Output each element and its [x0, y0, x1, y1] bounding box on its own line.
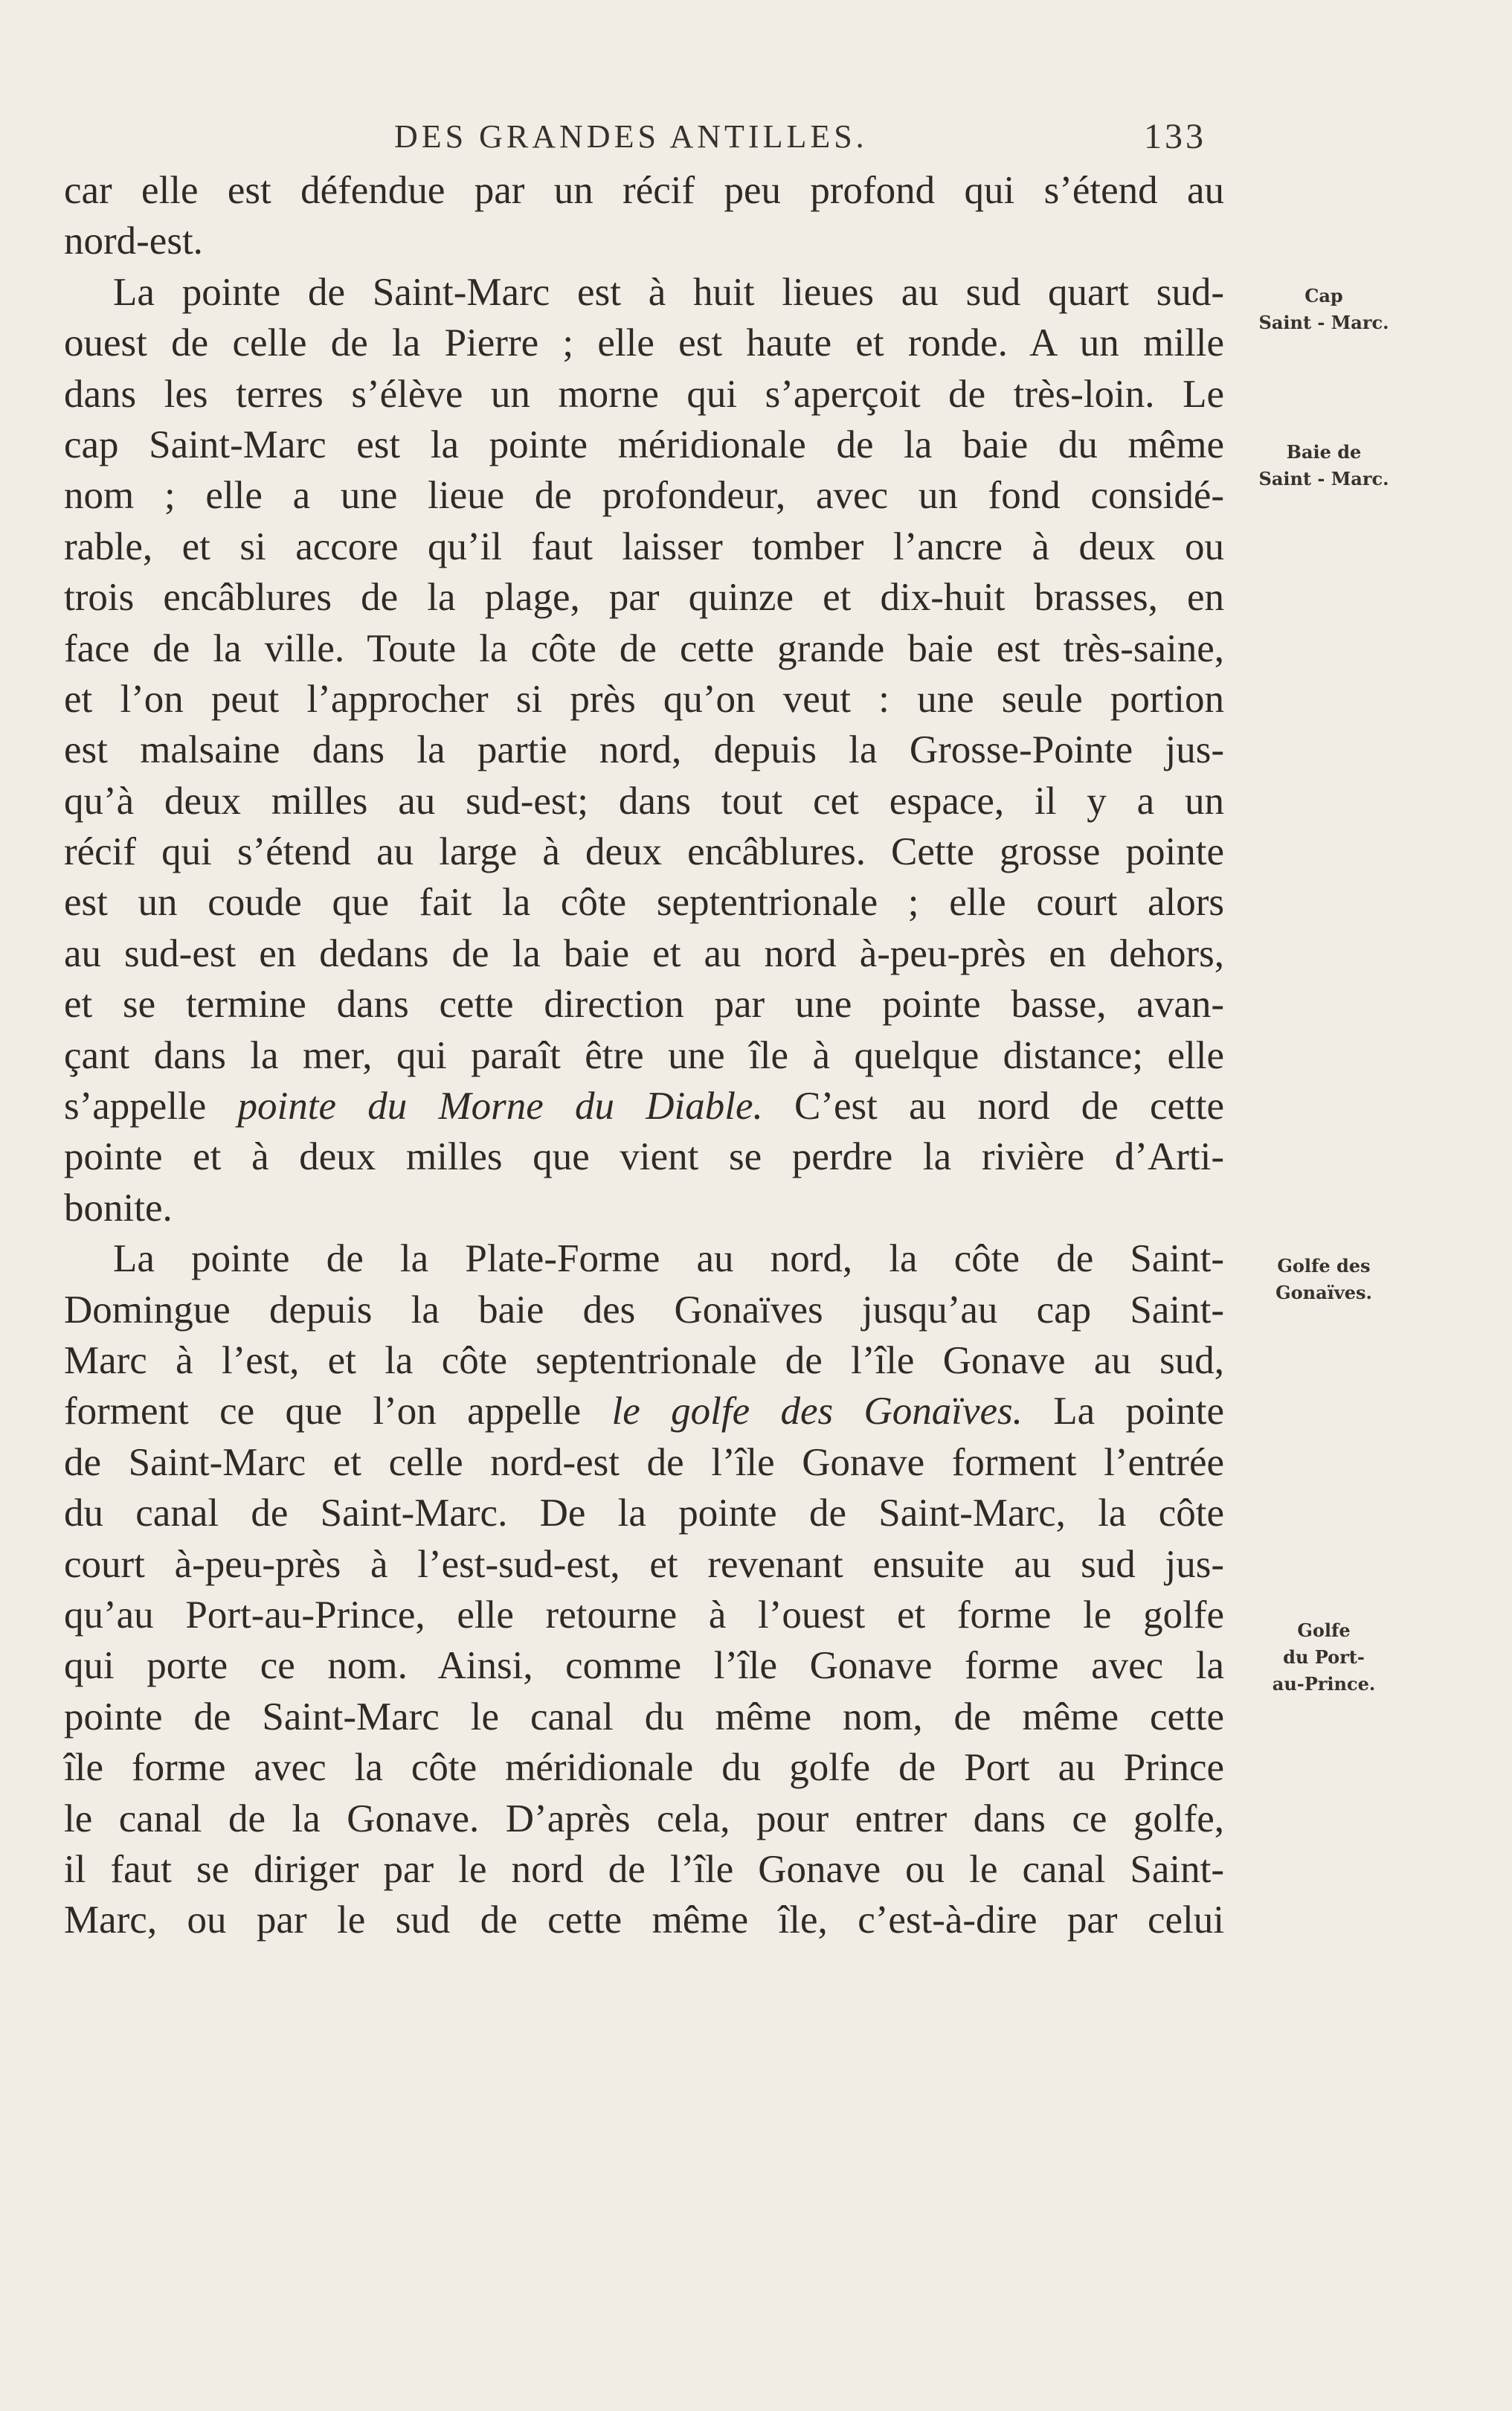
margin-note-line: du Port-: [1283, 1646, 1365, 1668]
margin-note-line: Cap: [1304, 285, 1343, 306]
text-line: pointe et à deux milles que vient se perdre la rivière d’Arti-: [64, 1135, 1224, 1179]
text-line: nom ; elle a une lieue de profondeur, avec un fond considé-: [64, 474, 1224, 518]
margin-note-line: au-Prince.: [1272, 1673, 1376, 1695]
text-line: au sud-est en dedans de la baie et au nord à-peu-près en dehors,: [64, 931, 1224, 975]
text-line: [64, 1081, 1224, 1131]
text-run: La pointe: [1053, 1390, 1225, 1434]
italic-place-name: le golfe des Gonaïves.: [611, 1390, 1023, 1434]
text-line: récif qui s’étend au large à deux encâblures. Cette grosse pointe: [64, 830, 1224, 874]
running-title: DES GRANDES ANTILLES.: [394, 118, 868, 155]
text-line: qu’à deux milles au sud-est; dans tout cet espace, il y a un: [64, 779, 1224, 823]
margin-note-line: Saint - Marc.: [1258, 468, 1389, 489]
text-line: et l’on peut l’approcher si près qu’on veut : une seule portion: [64, 677, 1224, 721]
text-run: C’est au nord de cette: [794, 1085, 1225, 1129]
margin-note-golfe-gonaives: [1238, 1253, 1409, 1306]
text-line: est malsaine dans la partie nord, depuis la Grosse-Pointe jus-: [64, 728, 1224, 772]
paragraph-start: La pointe de la Plate-Forme au nord, la côte de Saint-: [113, 1237, 1224, 1281]
text-line: il faut se diriger par le nord de l’île Gonave ou le canal Saint-: [64, 1847, 1224, 1891]
text-line: [64, 1386, 1224, 1436]
main-text: [64, 165, 1224, 1946]
text-line: trois encâblures de la plage, par quinze et dix-huit brasses, en: [64, 576, 1224, 620]
margin-note-baie-saint-marc: [1238, 439, 1409, 492]
page-number: 133: [1144, 117, 1206, 156]
margin-note-golfe-port-au-prince: [1238, 1617, 1409, 1698]
margin-note-cap-saint-marc: [1238, 283, 1409, 336]
margin-note-line: Saint - Marc.: [1258, 312, 1389, 333]
text-line: du canal de Saint-Marc. De la pointe de Saint-Marc, la côte: [64, 1492, 1224, 1535]
margin-note-line: Gonaïves.: [1275, 1282, 1372, 1303]
text-line: face de la ville. Toute la côte de cette grande baie est très-saine,: [64, 626, 1224, 670]
margin-note-line: Golfe: [1297, 1619, 1351, 1641]
text-run: s’appelle: [64, 1085, 207, 1129]
text-line: bonite.: [64, 1186, 173, 1230]
margin-note-line: Golfe des: [1277, 1255, 1371, 1277]
text-line: rable, et si accore qu’il faut laisser tomber l’ancre à deux ou: [64, 524, 1224, 568]
text-line: cap Saint-Marc est la pointe méridionale de la baie du même: [64, 423, 1224, 466]
text-line: est un coude que fait la côte septentrionale ; elle court alors: [64, 881, 1224, 925]
text-run: forment ce que l’on appelle: [64, 1390, 582, 1434]
text-line: île forme avec la côte méridionale du golfe de Port au Prince: [64, 1746, 1224, 1790]
text-line: dans les terres s’élève un morne qui s’aperçoit de très-loin. Le: [64, 372, 1224, 416]
text-line: court à-peu-près à l’est-sud-est, et revenant ensuite au sud jus-: [64, 1542, 1224, 1586]
text-line: çant dans la mer, qui paraît être une île à quelque distance; elle: [64, 1033, 1224, 1077]
margin-note-line: Baie de: [1286, 441, 1362, 463]
italic-place-name: pointe du Morne du Diable.: [237, 1085, 763, 1129]
text-line: Marc à l’est, et la côte septentrionale de l’île Gonave au sud,: [64, 1338, 1224, 1382]
text-line: qu’au Port-au-Prince, elle retourne à l’ouest et forme le golfe: [64, 1593, 1224, 1637]
text-line: ouest de celle de la Pierre ; elle est haute et ronde. A un mille: [64, 321, 1224, 365]
text-line: Marc, ou par le sud de cette même île, c’est-à-dire par celui: [64, 1898, 1224, 1942]
paragraph-start: La pointe de Saint-Marc est à huit lieues au sud quart sud-: [113, 270, 1224, 314]
text-line: le canal de la Gonave. D’après cela, pour entrer dans ce golfe,: [64, 1797, 1224, 1840]
text-line: pointe de Saint-Marc le canal du même nom, de même cette: [64, 1695, 1224, 1739]
text-line: qui porte ce nom. Ainsi, comme l’île Gonave forme avec la: [64, 1644, 1224, 1688]
text-line: de Saint-Marc et celle nord-est de l’île Gonave forment l’entrée: [64, 1440, 1224, 1484]
text-line: et se termine dans cette direction par une pointe basse, avan-: [64, 983, 1224, 1027]
text-line: car elle est défendue par un récif peu profond qui s’étend au: [64, 169, 1224, 212]
text-line: nord-est.: [64, 219, 203, 263]
text-line: Domingue depuis la baie des Gonaïves jusqu’au cap Saint-: [64, 1288, 1224, 1332]
